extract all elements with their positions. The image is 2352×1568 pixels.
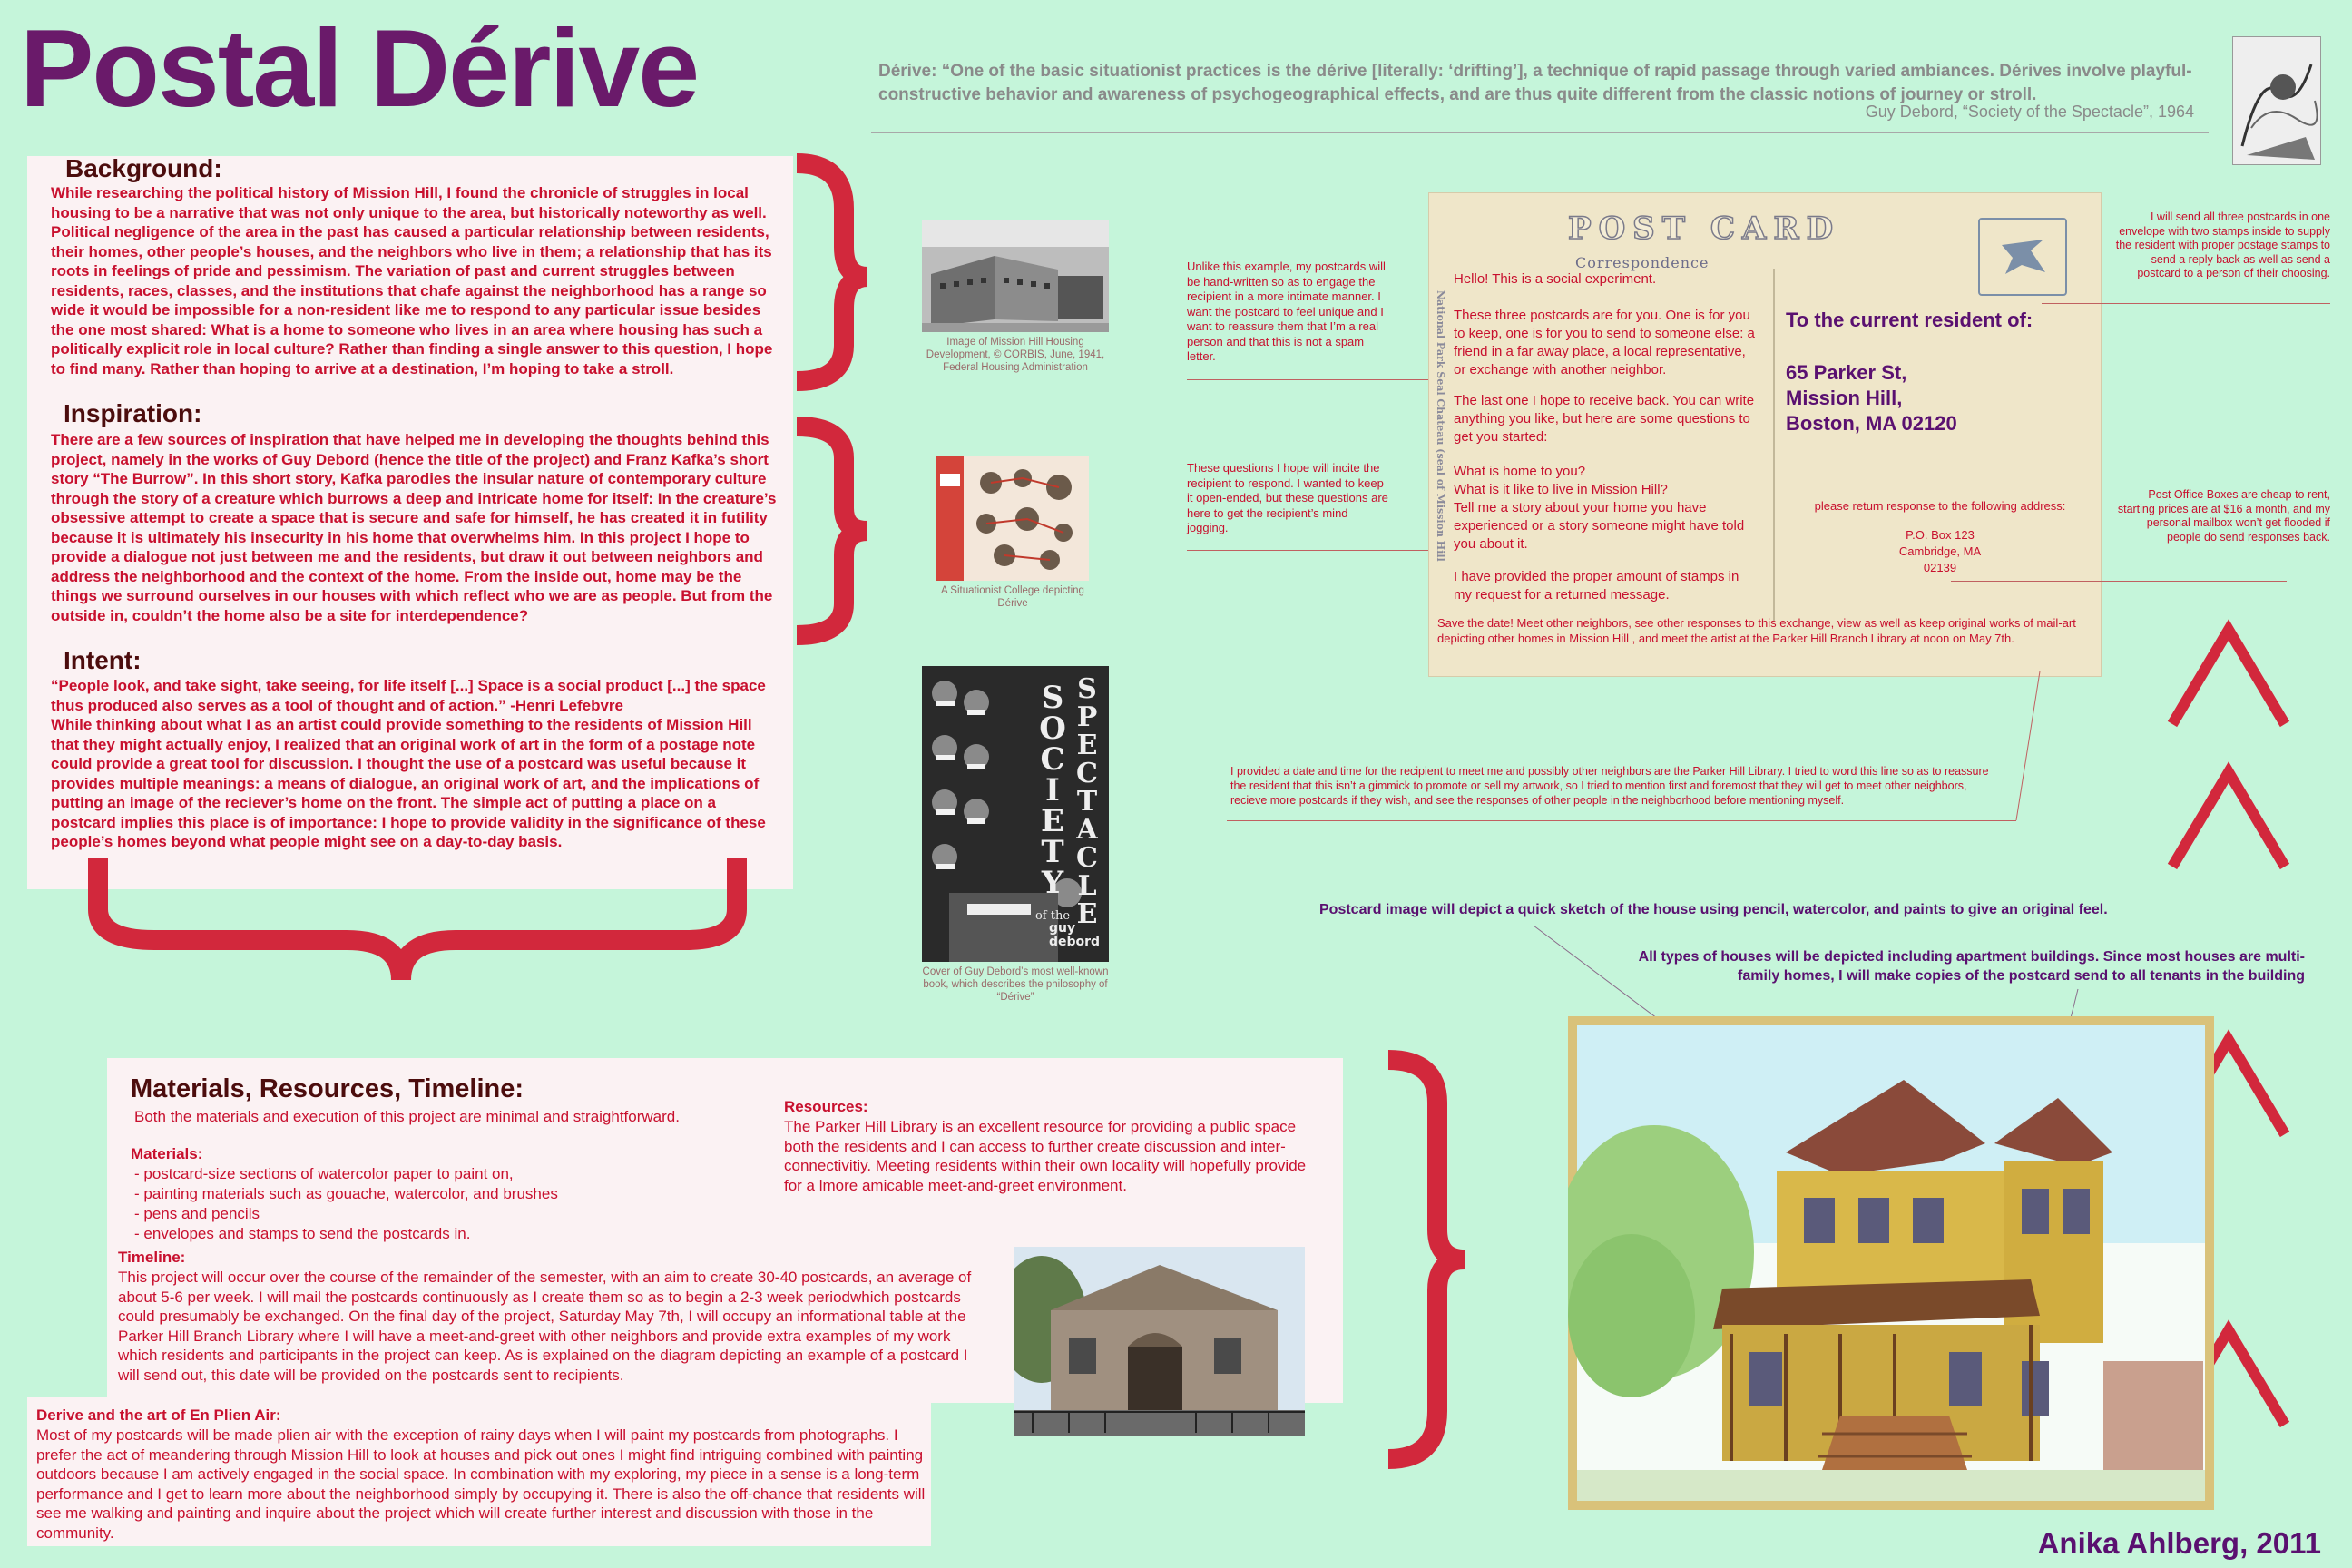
return-address-label: please return response to the following address: [1814, 499, 2066, 513]
resources-text: The Parker Hill Library is an excellent resource for providing a public space both the residents and I can access to further create discussion and inter-connectivitiy. Meeting residents within their own locality will hopefully provide for a lmore amicable meet-and-greet environment. [784, 1118, 1307, 1194]
postcard-address-line-3: Boston, MA 02120 [1786, 412, 1957, 435]
leader-line [1227, 820, 2016, 821]
return-address-line-3: 02139 [1923, 561, 1957, 574]
postcard-to-label: To the current resident of: [1786, 309, 2034, 331]
leader-line [1951, 581, 2287, 582]
postcard-greeting: Hello! This is a social experiment. [1454, 271, 1657, 287]
postcard-correspondence: Correspondence [1575, 254, 1710, 271]
return-address-line-1: P.O. Box 123 [1906, 528, 1975, 542]
materials-heading: Materials, Resources, Timeline: [131, 1074, 524, 1103]
intent-heading: Intent: [64, 646, 142, 674]
resources-heading: Resources: [784, 1098, 868, 1115]
postcard-header: POST CARD [1568, 211, 1841, 247]
housing-photo [922, 220, 1109, 332]
materials-intro: Both the materials and execution of this project are minimal and straightforward. [134, 1108, 680, 1125]
library-photo [1014, 1247, 1305, 1436]
return-address-line-2: Cambridge, MA [1898, 544, 1982, 558]
materials-item-4: - envelopes and stamps to send the postcards in. [134, 1225, 471, 1242]
book-title-word-2: SPECTACLE [1076, 673, 1098, 930]
postcard-divider [1773, 269, 1775, 621]
quote-attribution: Guy Debord, “Society of the Spectacle”, 1964 [1865, 103, 2194, 121]
note-pobox: Post Office Boxes are cheap to rent, starting prices are at $16 a month, and my personal mailbox won’t get flooded if people do send responses back. [2117, 488, 2330, 544]
postcard-question-1: What is home to you? [1454, 464, 1586, 479]
postcard-paragraph-1: These three postcards are for you. One is for you to keep, one is for you to send to someone else: a friend in a far away place, a local representative, or exchange with another neighbor. [1454, 308, 1755, 377]
note-envelope: I will send all three postcards in one envelope with two stamps inside to supply the resident with proper postage stamps to send a reply back as well as send a postcard to a person of their choosing. [2115, 211, 2330, 279]
society-spectacle-book-cover [922, 666, 1109, 962]
materials-item-1: - postcard-size sections of watercolor paper to paint on, [134, 1165, 514, 1182]
inspiration-text: There are a few sources of inspiration that have helped me in developing the thoughts behind this project, namely in the works of Guy Debord (hence the title of the project) and Franz Kafka’s short story “The Burrow”. In this short story, Kafka parodies the insular nature of contemporary culture through the story of a creature which burrows a deep and intricate home for itself: In the creature’s obsessive attempt to create a space that is secure and safe for himself, he has created it in futility because it is ultimately his insecurity in his home that overwhelms him. In this project I hope to provide a dialogue not just between me and the residents, but draw it out between neighbors and address the neighborhood and the context of the home. From the inside out, home may be the things we surround ourselves in our houses with which reflect who we are as people. But from the outside in, couldn’t the home also be a site for interdependence? [51, 431, 777, 624]
stamp-box [1978, 218, 2067, 296]
background-text: While researching the political history of Mission Hill, I found the chronicle of struggles in local housing to be a narrative that was not only unique to the area, but historically noteworthy as well. Political negligence of the area in the past has caused a particular relationship between residents, their homes, other people’s houses, and the neighbors who live in them; a relationship that has its roots in feelings of pride and pessimism. The variation of past and current struggles between residents, races, classes, and the institutions that chafe against the neighborhood has a range so wide it would be impossible for a non-resident like me to respond to any particular issue besides the one most shared: What is a home to someone who lives in an area where housing has such a politically explicit role in local culture? Rather than finding a single answer to this question, I hope to find many. Rather than hoping to arrive at a destination, I’m hoping to take a stroll. [51, 184, 773, 377]
housing-caption: Image of Mission Hill Housing Development, © CORBIS, June, 1941, Federal Housing Administration [926, 337, 1105, 373]
materials-item-2: - painting materials such as gouache, watercolor, and brushes [134, 1185, 558, 1202]
postcard-question-3: Tell me a story about your home you have experienced or a story someone might have told you about it. [1454, 500, 1745, 552]
note-questions: These questions I hope will incite the recipient to respond. I wanted to keep it open-ended, but these questions are here to get the recipient’s mind jogging. [1187, 461, 1388, 534]
timeline-text: This project will occur over the course of the remainder of the semester, with an aim to create 30-40 postcards, an average of about 5-6 per week. I will mail the postcards continuously as I create them so as to begin a 2-3 week periodwhich postcards could presumably be exchanged. On the final day of the project, Saturday May 7th, I will occupy an informational table at the Parker Hill Branch Library where I will have a meet-and-greet with other neighbors and provide extra examples of my work which residents and participants in the project can keep. As is explained on the diagram depicting an example of a postcard I will send out, this date will be provided on the postcards sent to recipients. [118, 1269, 972, 1384]
derive-text: Most of my postcards will be made plien air with the exception of rainy days when I will paint my postcards from photographs. I prefer the act of meandering through Mission Hill to look at houses and pick out ones I might find intriguing combined with painting outdoors because I am actively engaged in the social space. In combination with my exploring, my piece in a sense is a long-term performance and I get to learn more about the neighborhood simply by occupying it. There is also the off-chance that residents will see me walking and painting and inquire about the project which will create further interest and discussion with those in the community. [36, 1426, 926, 1542]
stamp-icon [1980, 220, 2065, 294]
postcard-side-text: National Park Seal Chateau (seal of Mission Hill [1435, 290, 1446, 562]
postcard-paragraph-3: I have provided the proper amount of stamps in my request for a returned message. [1454, 569, 1740, 603]
map-caption: A Situationist College depicting Dérive [941, 585, 1084, 609]
intent-quote: “People look, and take sight, take seeing, for life itself [...] Space is a social product [...] the space thus produced also serves as a tool of thought and of action.” -Henri Lefebvre [51, 677, 766, 714]
derive-quote: Dérive: “One of the basic situationist practices is the dérive [literally: ‘drifting’], a technique of rapid passage through varied ambiances. Dérives involve playful-constructive behavior and awareness of psychogeographical effects, and are thus quite different from the classic notions of journey or stroll. [878, 62, 2192, 104]
house-painting-frame [1568, 1016, 2214, 1510]
inspiration-heading: Inspiration: [64, 399, 202, 427]
postcard-paragraph-2: The last one I hope to receive back. You can write anything you like, but here are some questions to get you started: [1454, 393, 1755, 445]
situationist-map-image [936, 456, 1089, 581]
postcard-address-line-2: Mission Hill, [1786, 387, 1903, 409]
timeline-heading: Timeline: [118, 1249, 186, 1266]
note-handwritten: Unlike this example, my postcards will be hand-written so as to engage the recipient in a more intimate manner. I want the postcard to feel unique and I want to reassure them that I’m a real person and that this is not a spam letter. [1187, 260, 1386, 363]
note-sketch: Postcard image will depict a quick sketch of the house using pencil, watercolor, and paints to give an original feel. [1319, 902, 2108, 917]
book-title-word-1: SOCIETY [1039, 680, 1066, 901]
postcard-footer: Save the date! Meet other neighbors, see other responses to this exchange, view as well as keep original works of mail-art depicting other homes in Mission Hill , and meet the artist at the Parker Hill Branch Library at noon on May 7th. [1437, 616, 2076, 645]
background-heading: Background: [65, 154, 222, 182]
derive-heading: Derive and the art of En Plien Air: [36, 1406, 281, 1424]
postcard-question-2: What is it like to live in Mission Hill? [1454, 482, 1668, 497]
house-painting [1568, 1016, 2214, 1510]
postcard-address-line-1: 65 Parker St, [1786, 361, 1907, 384]
book-author: guy debord [1049, 921, 1101, 949]
note-date: I provided a date and time for the recipient to meet me and possibly other neighbors are the Parker Hill Library. I tried to word this line so as to reassure the resident that this isn’t a gimmick to promote or sell my artwork, so I tried to mention first and foremost that they will get to meet other neighbors, recieve more postcards if they wish, and see the responses of other people in the neighborhood before mentioning myself. [1230, 765, 1989, 807]
leader-connector [1996, 671, 2051, 826]
materials-item-3: - pens and pencils [134, 1205, 260, 1222]
intent-text: While thinking about what I as an artist could provide something to the residents of Mission Hill that they might actually enjoy, I realized that an original work of art in the form of a postage note could provide a great tool for discussion. I thought the use of a postcard was useful because it provides multiple meanings: a means of dialogue, an original work of art, and the implications of putting an image of the reciever’s home on the front. The simple act of putting a place on a postcard implies this place is of importance: I hope to provide validity in the significance of these people’s homes beyond what people might see on a day-to-day basis. [51, 716, 766, 850]
book-caption: Cover of Guy Debord’s most well-known book, which describes the philosophy of “Dérive” [922, 966, 1109, 1003]
note-houses: All types of houses will be depicted including apartment buildings. Since most houses are multi-family homes, I will make copies of the postcard send to all tenants in the building [1638, 949, 2305, 984]
materials-subheading: Materials: [131, 1145, 203, 1162]
page-title: Postal Dérive [20, 6, 699, 130]
author-credit: Anika Ahlberg, 2011 [2037, 1526, 2321, 1560]
leader-line [2042, 303, 2330, 304]
book-title-of: of the [1034, 909, 1071, 923]
